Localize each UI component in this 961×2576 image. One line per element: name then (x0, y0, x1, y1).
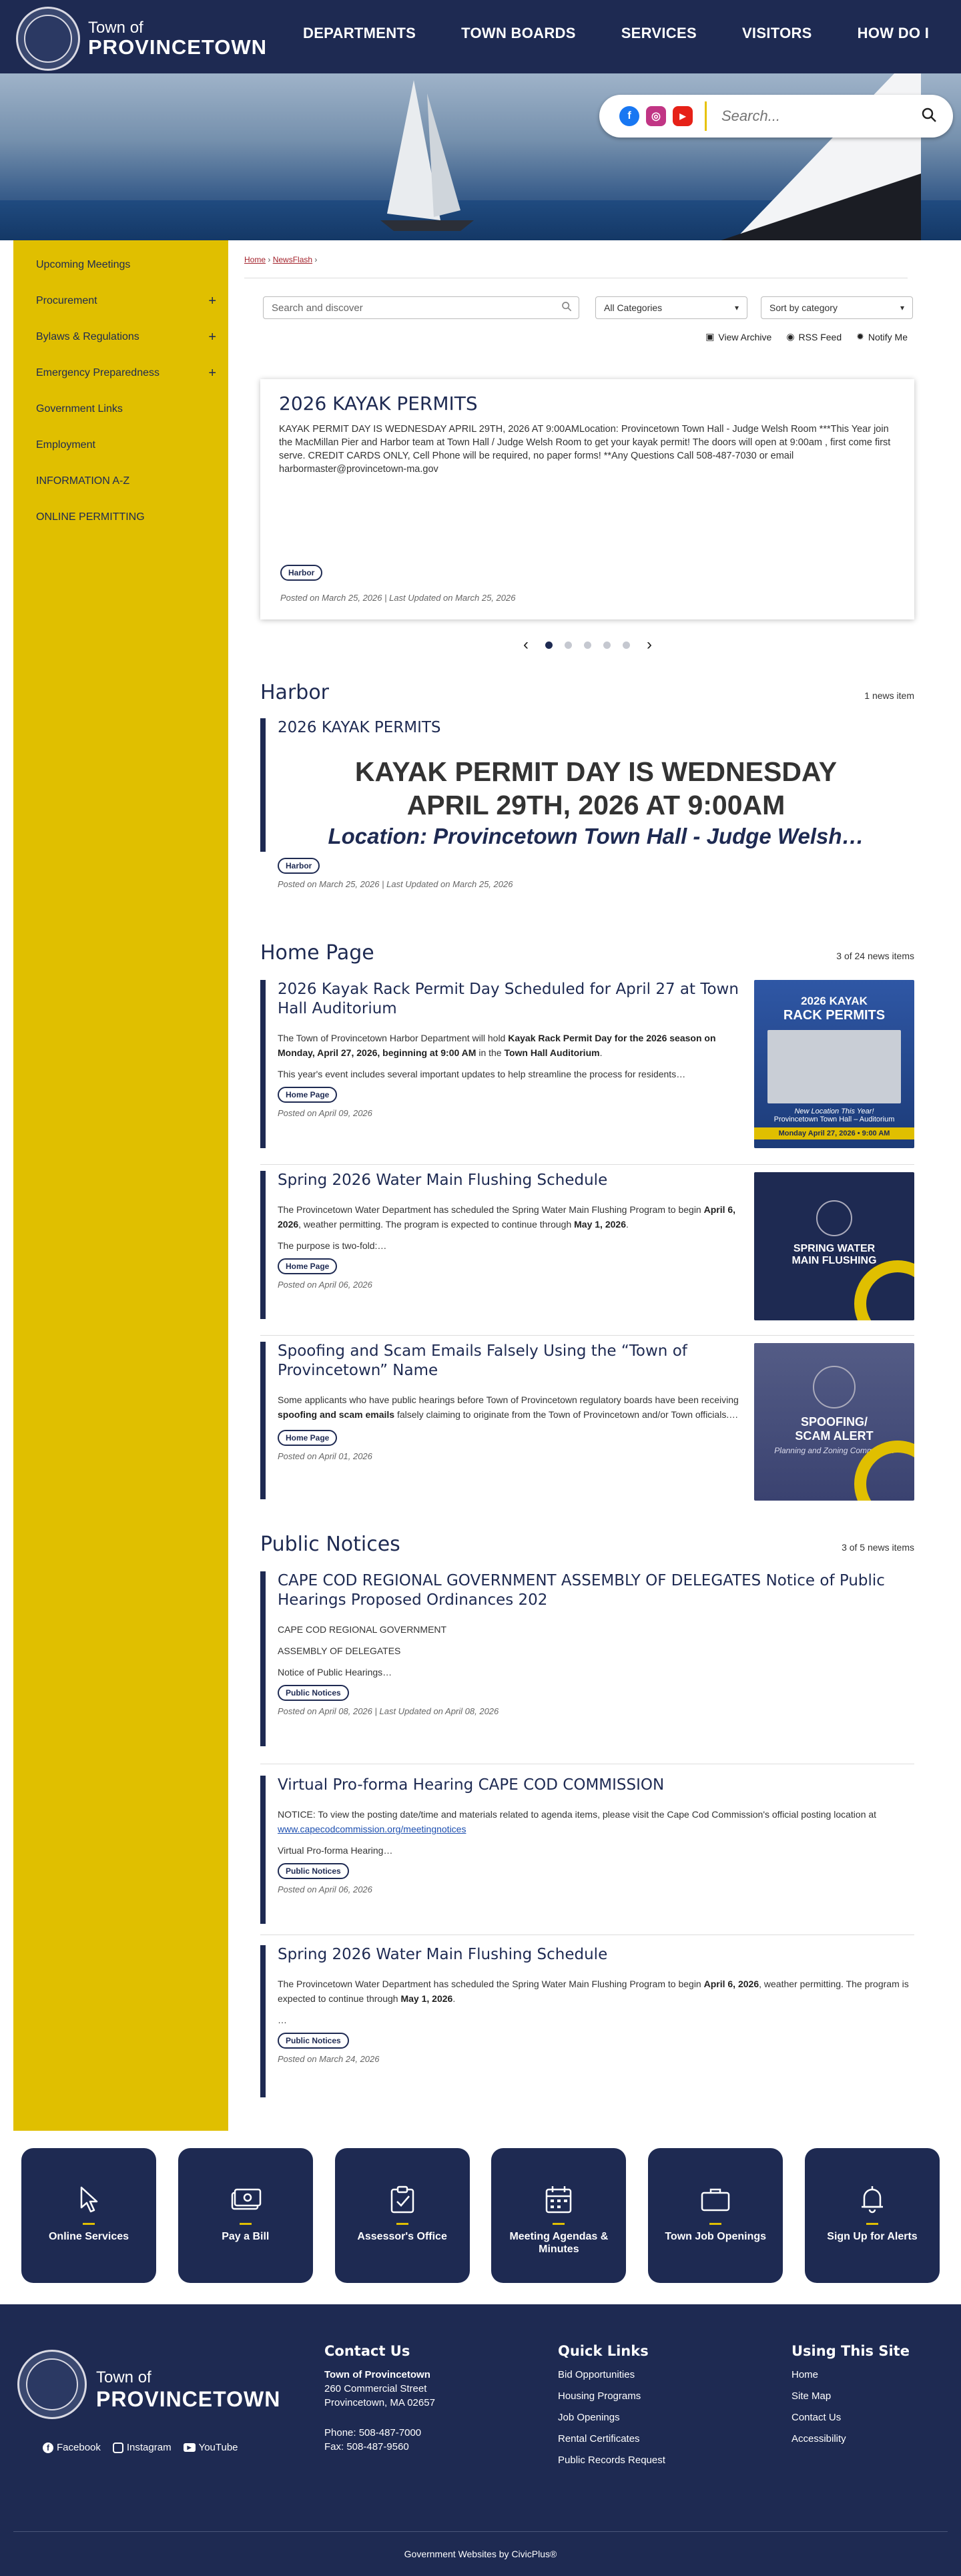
sidebar-item-bylaws[interactable] (13, 319, 228, 355)
sort-select-value: Sort by category (769, 302, 838, 313)
headline-line: KAYAK PERMIT DAY IS WEDNESDAY (354, 756, 838, 787)
category-tag[interactable]: Public Notices (278, 1863, 349, 1879)
news-tools (691, 331, 908, 342)
thumb-text: SPOOFING/ (800, 1415, 868, 1429)
youtube-label: YouTube (198, 2442, 238, 2453)
cursor-icon (77, 2181, 100, 2218)
thumb-text: Provincetown Town Hall – Auditorium (773, 1115, 895, 1123)
featured-body: KAYAK PERMIT DAY IS WEDNESDAY APRIL 29TH, 2026 AT 9:00AMLocation: Provincetown Town Hall - Judge Welsh Room ***This Year join the MacMillan Pier and Harbor team at Town Hall / Judge Welsh Room to get your kayak permit! The doors will open at 9:00am , first come first serve. CREDIT CARDS ONLY, Cell Phone will be required, no paper forms! **Any Questions Call 508-487-7030 or email harbormaster@provincetown-ma.gov (279, 424, 891, 475)
contact-name: Town of Provincetown (324, 2369, 430, 2380)
news-item-summary (278, 1807, 914, 1836)
facebook-icon: f (43, 2442, 53, 2453)
site-header (0, 0, 961, 73)
view-archive-link[interactable] (705, 331, 771, 342)
facebook-label: Facebook (57, 2442, 101, 2453)
carousel-dot[interactable] (584, 641, 591, 649)
archive-icon: ▣ (705, 331, 715, 342)
chevron-right-icon[interactable]: › (647, 635, 652, 654)
category-tag[interactable]: Home Page (278, 1430, 337, 1446)
section-title[interactable]: Harbor (260, 681, 330, 704)
section-count: 1 news item (864, 690, 914, 701)
notice-line: Notice of Public Hearings… (278, 1667, 392, 1678)
news-search-input[interactable] (263, 296, 579, 319)
text: The Town of Provincetown Harbor Department will hold (278, 1033, 509, 1043)
breadcrumb-sep: › (268, 255, 271, 264)
footer-social-links (43, 2442, 250, 2453)
text: . (599, 1047, 603, 1058)
briefcase-icon (699, 2181, 731, 2218)
news-item (260, 1571, 914, 1746)
posted-date: Posted on April 08, 2026 | Last Updated on April 08, 2026 (278, 1706, 499, 1716)
footer-link[interactable]: Contact Us (791, 2412, 842, 2423)
site-search-input[interactable] (721, 107, 915, 125)
youtube-icon: ▶ (184, 2443, 196, 2452)
text-bold: May 1, 2026 (574, 1219, 626, 1230)
news-item-summary (278, 1977, 914, 2006)
footer-link[interactable]: Home (791, 2369, 819, 2380)
text: falsely claiming to originate from the Town of Provincetown and/or Town officials.… (394, 1409, 739, 1420)
text: in the (476, 1047, 505, 1058)
newsflash-content (228, 240, 922, 2131)
town-hall-photo (767, 1030, 901, 1103)
footer-contact (324, 2344, 435, 2454)
carousel-dot[interactable] (603, 641, 611, 649)
nav-how-do-i[interactable]: HOW DO I (857, 25, 930, 41)
footer-using-this-site (791, 2344, 910, 2453)
headline-location: Location: Provincetown Town Hall - Judge Welsh… (328, 824, 864, 848)
bell-icon: ✹ (856, 331, 864, 342)
news-item (260, 1342, 741, 1499)
main-nav (280, 0, 952, 67)
posted-date: Posted on April 09, 2026 (278, 1108, 372, 1118)
footer-link[interactable]: Site Map (791, 2390, 832, 2402)
footer-link[interactable]: Job Openings (558, 2412, 620, 2423)
town-seal-logo[interactable] (16, 7, 80, 71)
footer-heading: Quick Links (558, 2343, 649, 2359)
sidebar-item-government-links[interactable] (13, 391, 228, 427)
news-thumbnail-water-flushing[interactable] (754, 1172, 914, 1320)
chevron-down-icon: ▾ (900, 303, 904, 312)
news-item (260, 1945, 914, 2097)
contact-phone[interactable]: Phone: 508-487-7000 (324, 2427, 422, 2438)
category-tag[interactable]: Home Page (278, 1258, 337, 1274)
text-bold: May 1, 2026 (400, 1993, 453, 2004)
town-seal-logo[interactable] (17, 2350, 87, 2419)
brand-small: Town of (88, 19, 143, 37)
breadcrumb-newsflash[interactable]: NewsFlash (272, 255, 313, 264)
text-bold: April 6, 2026 (278, 1204, 736, 1230)
instagram-link[interactable] (113, 2442, 172, 2453)
sidebar-item-employment[interactable] (13, 427, 228, 463)
footer-link[interactable]: Rental Certificates (558, 2433, 640, 2444)
tile-pay-a-bill[interactable] (178, 2148, 313, 2283)
news-item-title[interactable]: Spring 2026 Water Main Flushing Schedule (278, 1946, 608, 1963)
divider (260, 1335, 914, 1336)
contact-address: Provincetown, MA 02657 (324, 2397, 435, 2408)
news-item-summary-2: Virtual Pro-forma Hearing… (278, 1845, 393, 1856)
seal-icon (816, 1200, 852, 1236)
instagram-icon (113, 2442, 123, 2453)
clipboard-check-icon (388, 2181, 417, 2218)
youtube-link[interactable] (184, 2442, 238, 2453)
site-footer (0, 2304, 961, 2576)
news-item (260, 1776, 914, 1924)
section-title[interactable]: Public Notices (260, 1533, 400, 1556)
text-bold: spoofing and scam emails (278, 1409, 395, 1420)
thumb-text: Planning and Zoning Commission (774, 1446, 894, 1455)
footer-link[interactable]: Bid Opportunities (558, 2369, 635, 2380)
news-item (260, 980, 741, 1148)
sidebar-item-label: Emergency Preparedness (36, 367, 159, 378)
text-bold: Kayak Rack Permit Day for the 2026 season on Monday, April 27, 2026, beginning at 9:00 AM (278, 1033, 716, 1058)
youtube-icon[interactable]: ▶ (673, 106, 693, 126)
category-tag[interactable]: Harbor (280, 565, 322, 581)
footer-quick-links (558, 2344, 665, 2475)
text: , weather permitting. The program is expected to continue through (298, 1219, 575, 1230)
tile-accent (83, 2223, 95, 2225)
footer-link[interactable]: Public Records Request (558, 2455, 665, 2466)
section-header-home-page (260, 941, 914, 965)
posted-date: Posted on March 24, 2026 (278, 2054, 380, 2064)
section-header-public-notices (260, 1533, 914, 1556)
footer-brand[interactable] (96, 2368, 280, 2412)
search-icon[interactable] (561, 301, 572, 314)
rss-feed-link[interactable] (786, 331, 842, 342)
contact-address: 260 Commercial Street (324, 2383, 427, 2394)
chevron-left-icon[interactable]: ‹ (523, 635, 529, 654)
category-tag[interactable]: Harbor (278, 858, 320, 874)
search-icon[interactable] (921, 107, 937, 126)
news-item-summary-2: This year's event includes several important updates to help streamline the process for residents… (278, 1069, 686, 1079)
decorative-arc (854, 1260, 914, 1320)
instagram-icon[interactable]: ◎ (646, 106, 666, 126)
news-item-summary (278, 1202, 741, 1232)
tile-meeting-agendas[interactable] (491, 2148, 626, 2283)
bell-icon (859, 2181, 886, 2218)
thumb-text: RACK PERMITS (783, 1008, 886, 1023)
rss-feed-label: RSS Feed (798, 331, 842, 342)
news-item-title[interactable]: CAPE COD REGIONAL GOVERNMENT ASSEMBLY OF DELEGATES Notice of Public Hearings Proposed Ordinances 202 (278, 1572, 885, 1609)
section-header-harbor (260, 681, 914, 704)
news-item-title[interactable]: Virtual Pro-forma Hearing CAPE COD COMMISSION (278, 1776, 665, 1794)
news-thumbnail-scam-alert[interactable] (754, 1343, 914, 1501)
breadcrumb-sep: › (314, 255, 318, 264)
thumb-text: New Location This Year! (794, 1107, 874, 1115)
category-select-value: All Categories (604, 302, 663, 313)
text: The Provincetown Water Department has scheduled the Spring Water Main Flushing Program to begin (278, 1979, 704, 1989)
expand-icon[interactable]: + (208, 329, 216, 344)
footer-credit[interactable]: Government Websites by CivicPlus® (404, 2549, 557, 2559)
sidebar-item-label: ONLINE PERMITTING (36, 511, 145, 523)
sidebar-item-procurement[interactable] (13, 283, 228, 319)
site-brand[interactable] (88, 20, 267, 59)
tile-town-job-openings[interactable] (648, 2148, 783, 2283)
tile-label: Meeting Agendas & Minutes (509, 2231, 609, 2255)
text: . (452, 1993, 456, 2004)
sidebar-nav (13, 240, 228, 2131)
footer-heading: Contact Us (324, 2343, 410, 2359)
featured-title[interactable]: 2026 KAYAK PERMITS (279, 393, 478, 415)
posted-date: Posted on April 06, 2026 (278, 1280, 372, 1290)
footer-heading: Using This Site (791, 2343, 910, 2359)
rss-icon: ◉ (786, 331, 795, 342)
text: NOTICE: To view the posting date/time and materials related to agenda items, please visit the Cape Cod Commission's official posting location at (278, 1809, 877, 1820)
news-item-body (278, 755, 914, 851)
tile-accent (396, 2223, 408, 2225)
divider (13, 2531, 948, 2532)
nav-town-boards[interactable]: TOWN BOARDS (461, 25, 576, 41)
section-count: 3 of 24 news items (836, 951, 914, 961)
thumb-text: Monday April 27, 2026 • 9:00 AM (754, 1127, 914, 1139)
news-item (260, 1171, 741, 1319)
hero-banner (0, 73, 961, 240)
tile-online-services[interactable] (21, 2148, 156, 2283)
sidebar-item-emergency[interactable] (13, 355, 228, 391)
commission-link[interactable]: www.capecodcommission.org/meetingnotices (278, 1824, 466, 1834)
footer-link[interactable]: Accessibility (791, 2433, 846, 2444)
breadcrumb (244, 255, 317, 264)
sailboat-image (347, 80, 487, 240)
news-item-harbor (260, 718, 914, 889)
tile-accent (240, 2223, 252, 2225)
sort-select[interactable] (761, 296, 913, 319)
posted-date: Posted on April 06, 2026 (278, 1884, 372, 1894)
category-tag[interactable]: Public Notices (278, 1685, 349, 1701)
tile-assessors-office[interactable] (335, 2148, 470, 2283)
thumb-text: SCAM ALERT (795, 1429, 874, 1443)
sidebar-item-label: Employment (36, 439, 95, 451)
carousel-dot[interactable] (565, 641, 572, 649)
search-divider (705, 101, 707, 131)
section-title[interactable]: Home Page (260, 941, 374, 965)
seal-icon (813, 1366, 856, 1408)
text-bold: April 6, 2026 (703, 1979, 759, 1989)
chevron-down-icon: ▾ (734, 303, 739, 312)
category-tag[interactable]: Home Page (278, 1087, 337, 1103)
thumb-text: 2026 KAYAK (801, 995, 868, 1007)
text: . (625, 1219, 629, 1230)
thumb-text: MAIN FLUSHING (791, 1255, 877, 1266)
posted-date: Posted on April 01, 2026 (278, 1451, 372, 1461)
nav-departments[interactable]: DEPARTMENTS (303, 25, 416, 41)
nav-visitors[interactable]: VISITORS (741, 25, 812, 41)
tile-label: Pay a Bill (222, 2231, 270, 2242)
tile-accent (553, 2223, 565, 2225)
news-item-summary-2: The purpose is two-fold:… (278, 1240, 387, 1251)
sidebar-item-label: Upcoming Meetings (36, 259, 131, 270)
sidebar-item-label: Government Links (36, 403, 123, 415)
sidebar-item-label: Bylaws & Regulations (36, 331, 139, 342)
posted-date: Posted on March 25, 2026 | Last Updated on March 25, 2026 (280, 593, 516, 603)
brand-big: PROVINCETOWN (88, 35, 268, 59)
sidebar-item-label: INFORMATION A-Z (36, 475, 130, 487)
brand-small: Town of (96, 2368, 151, 2386)
facebook-icon[interactable]: f (619, 106, 639, 126)
nav-services[interactable]: SERVICES (621, 25, 697, 41)
footer-link[interactable]: Housing Programs (558, 2390, 641, 2402)
tile-label: Online Services (48, 2231, 129, 2242)
money-icon (230, 2181, 262, 2218)
calendar-icon (544, 2181, 573, 2218)
notify-me-label: Notify Me (868, 331, 908, 342)
tile-accent (709, 2223, 721, 2225)
brand-big: PROVINCETOWN (96, 2387, 281, 2411)
facebook-link[interactable] (43, 2442, 101, 2453)
text: , weather permitting. The program is expected to continue through (278, 1979, 909, 2004)
breadcrumb-home[interactable]: Home (244, 255, 266, 264)
sidebar-item-online-permitting[interactable] (13, 499, 228, 535)
news-item-title[interactable]: 2026 Kayak Rack Permit Day Scheduled for April 27 at Town Hall Auditorium (278, 981, 739, 1017)
carousel-dot[interactable] (623, 641, 630, 649)
text-bold: Town Hall Auditorium (504, 1047, 600, 1058)
posted-date: Posted on March 25, 2026 | Last Updated on March 25, 2026 (278, 879, 513, 889)
expand-icon[interactable]: + (208, 365, 216, 380)
notice-line: ASSEMBLY OF DELEGATES (278, 1645, 401, 1656)
view-archive-label: View Archive (718, 331, 772, 342)
news-item-summary-2: … (278, 2015, 287, 2025)
tile-accent (866, 2223, 878, 2225)
news-search-placeholder: Search and discover (272, 302, 363, 314)
category-tag[interactable]: Public Notices (278, 2033, 349, 2049)
tile-sign-up-for-alerts[interactable] (805, 2148, 940, 2283)
quick-link-tiles (21, 2148, 940, 2283)
sidebar-item-label: Procurement (36, 295, 97, 306)
news-item-title[interactable]: Spoofing and Scam Emails Falsely Using the “Town of Provincetown” Name (278, 1342, 687, 1379)
category-select[interactable] (595, 296, 747, 319)
section-count: 3 of 5 news items (842, 1542, 914, 1553)
tile-label: Sign Up for Alerts (827, 2231, 918, 2242)
instagram-label: Instagram (126, 2442, 172, 2453)
tile-label: Assessor's Office (357, 2231, 447, 2242)
contact-fax: Fax: 508-487-9560 (324, 2441, 409, 2453)
tile-label: Town Job Openings (665, 2231, 767, 2242)
news-item-title[interactable]: 2026 KAYAK PERMITS (278, 719, 441, 736)
news-item-summary (278, 1392, 741, 1422)
divider (260, 1164, 914, 1165)
carousel-controls (513, 635, 663, 654)
news-item-summary (278, 1031, 741, 1060)
thumb-text: SPRING WATER (793, 1243, 876, 1254)
news-item-title[interactable]: Spring 2026 Water Main Flushing Schedule (278, 1172, 608, 1189)
featured-news-card[interactable] (260, 379, 914, 619)
text: The Provincetown Water Department has scheduled the Spring Water Main Flushing Program to begin (278, 1204, 704, 1215)
text: Some applicants who have public hearings before Town of Provincetown regulatory boards have been receiving (278, 1394, 739, 1405)
notice-line: CAPE COD REGIONAL GOVERNMENT (278, 1624, 447, 1635)
expand-icon[interactable]: + (208, 293, 216, 308)
sidebar-item-upcoming-meetings[interactable] (13, 247, 228, 283)
notify-me-link[interactable] (856, 331, 908, 342)
headline-line: APRIL 29TH, 2026 AT 9:00AM (406, 790, 785, 820)
carousel-dot[interactable] (545, 641, 553, 649)
site-search-bar (599, 95, 953, 138)
news-thumbnail-kayak[interactable] (754, 980, 914, 1148)
sidebar-item-information-a-z[interactable] (13, 463, 228, 499)
